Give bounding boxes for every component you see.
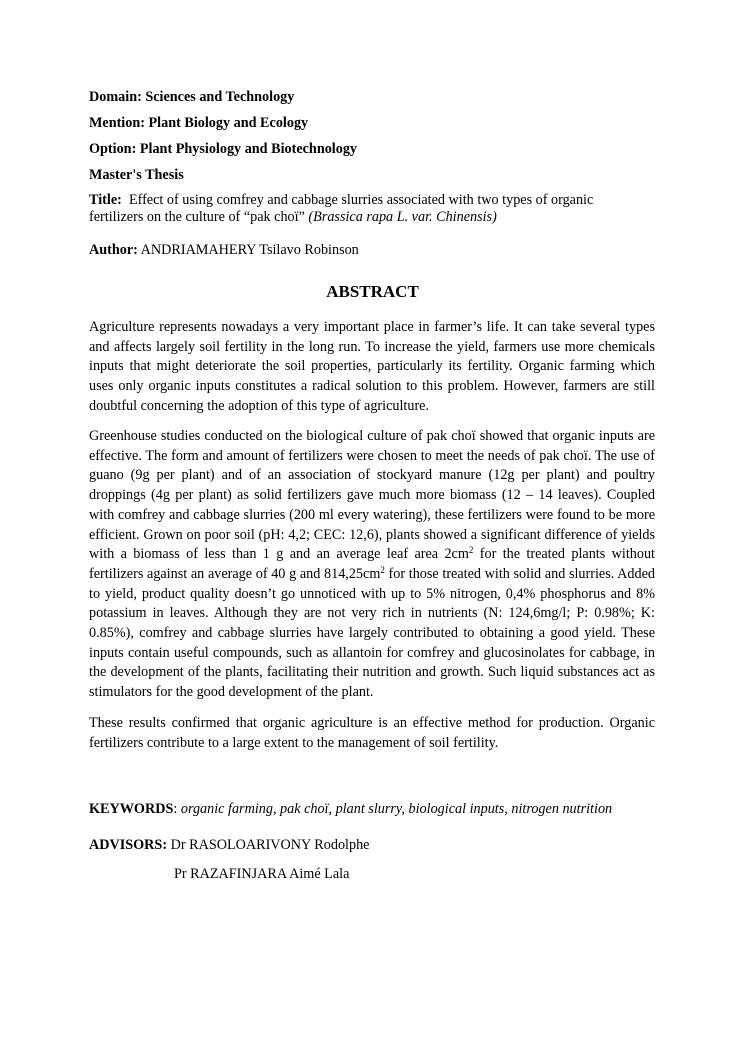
author-label: Author: — [89, 242, 138, 258]
superscript-2b: 2 — [380, 564, 385, 575]
keywords-text: organic farming, pak choï, plant slurry, biological inputs, nitrogen nutrition — [180, 801, 613, 817]
author-name: ANDRIAMAHERY Tsilavo Robinson — [137, 242, 359, 258]
abstract-paragraph-2 — [89, 427, 655, 703]
abstract-paragraph-3: These results confirmed that organic agriculture is an effective method for production. Organic fertilizers contribute to a large extent to the management of soil fertility. — [89, 715, 655, 751]
title-label: Title: — [89, 192, 122, 208]
thesis-line: Master's Thesis — [89, 167, 184, 183]
title-text-1: Effect of using comfrey and cabbage slurries associated with two types of organic — [128, 192, 594, 208]
advisors-line — [89, 837, 369, 854]
advisor-1: Dr RASOLOARIVONY Rodolphe — [167, 837, 370, 853]
abstract-heading: ABSTRACT — [326, 282, 419, 301]
paragraph-2-part-b: for the treated plants without fertilizers against an average of 40 g and 814,25cm — [89, 546, 655, 582]
keywords-separator: : — [173, 801, 181, 817]
title-text-2: fertilizers on the culture of “pak choï” — [89, 209, 309, 225]
mention-line: Mention: Plant Biology and Ecology — [89, 115, 309, 131]
title-line-2 — [89, 209, 497, 226]
advisors-label: ADVISORS: — [89, 837, 168, 853]
title-line-1 — [89, 192, 593, 209]
paragraph-2-part-c: for those treated with solid and slurries. Added to yield, product quality doesn’t go unnoticed with up to 5% nitrogen, 0,4% phosphorus and 8% potassium in leaves. Although they are not very rich in nutrients (N: 124,6mg/l; P: 0.98%; K: 0.85%), comfrey and cabbage slurries have largely contributed to obtaining a good yield. These inputs contain useful compounds, such as allantoin for comfrey and glucosinolates for cabbage, in the development of the plants, facilitating their nutrition and growth. Such liquid substances act as stimulators for the good development of the plant. — [89, 565, 655, 701]
keywords-line — [89, 801, 612, 818]
superscript-2a: 2 — [468, 545, 474, 556]
advisor-2: Pr RAZAFINJARA Aimé Lala — [174, 866, 350, 882]
domain-line: Domain: Sciences and Technology — [89, 89, 295, 105]
keywords-label: KEYWORDS — [89, 801, 174, 817]
option-line: Option: Plant Physiology and Biotechnology — [89, 141, 358, 157]
author-line — [89, 242, 359, 259]
paragraph-2-part-a: Greenhouse studies conducted on the biological culture of pak choï showed that organic inputs are effective. The form and amount of fertilizers were chosen to meet the needs of pak choï. The use of guano (9g per plant) and of an association of stockyard manure (12g per plant) and poultry droppings (4g per plant) as solid fertilizers gave much more biomass (12 – 14 leaves). Coupled with comfrey and cabbage slurries (200 ml every watering), these fertilizers were found to be more efficient. Grown on poor soil (pH: 4,2; CEC: 12,6), plants showed a significant difference of yields with a biomass of less than 1 g and an average leaf area 2cm — [89, 428, 655, 563]
title-species: (Brassica rapa L. var. Chinensis) — [308, 209, 497, 225]
abstract-paragraph-1: Agriculture represents nowadays a very important place in farmer’s life. It can take several types and affects largely soil fertility in the long run. To increase the yield, farmers use more chemicals inputs that might deteriorate the soil properties, particularly its fertility. Organic farming which uses only organic inputs constitutes a radical solution to this problem. However, farmers are still doubtful concerning the adoption of this type of agriculture. — [89, 319, 655, 414]
